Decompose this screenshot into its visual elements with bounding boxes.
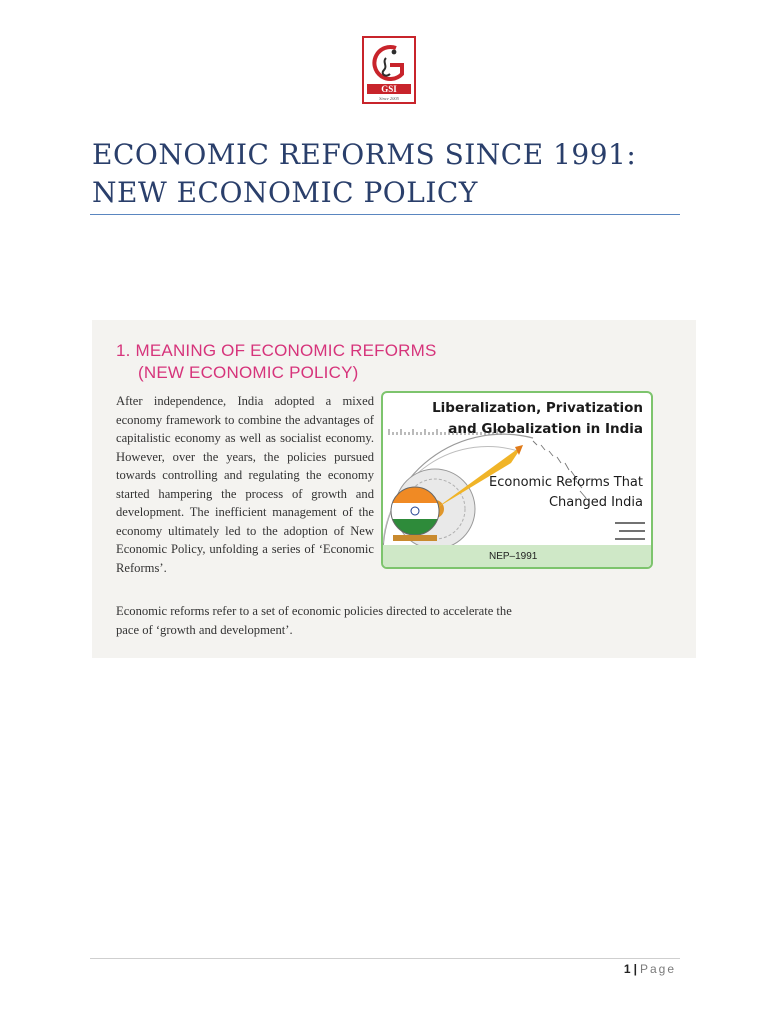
footer-separator: | (633, 962, 637, 976)
section-heading-line1: 1. MEANING OF ECONOMIC REFORMS (116, 341, 437, 360)
page-label: Page (639, 962, 676, 976)
footer-divider (90, 958, 680, 959)
logo-text: GSI (381, 84, 397, 94)
scanned-textbook-excerpt (92, 320, 696, 658)
section-heading (116, 340, 437, 384)
paragraph-economic-reforms-intro: After independence, India adopted a mixed economy framework to combine the advantages of capitalistic economy as well as socialist economy. However, over the years, the policies pursued towards controlling and regulating the economy started hampering the process of growth and development. The inefficient management of the economy ultimately led to the adoption of New Economic Policy, unfolding a series of ‘Economic Reforms’. (116, 394, 374, 575)
logo-since: Since 2005 (379, 96, 399, 101)
figure-subtitle: Economic Reforms That Changed India (489, 475, 643, 510)
section-heading-line2: (NEW ECONOMIC POLICY) (138, 363, 359, 382)
title-divider (90, 214, 680, 215)
figure-title: Liberalization, Privatization and Globalization in India (432, 400, 643, 437)
figure-caption: NEP–1991 (489, 551, 538, 562)
paragraph-economic-reforms-definition: Economic reforms refer to a set of economic policies directed to accelerate the pace of ‘growth and development’. (116, 604, 512, 637)
nep-1991-illustration (381, 391, 653, 569)
gsi-logo (362, 36, 416, 104)
page-footer (624, 962, 676, 976)
page-number: 1 (623, 962, 631, 976)
page-title: ECONOMIC REFORMS SINCE 1991: NEW ECONOMIC POLICY (92, 138, 637, 209)
